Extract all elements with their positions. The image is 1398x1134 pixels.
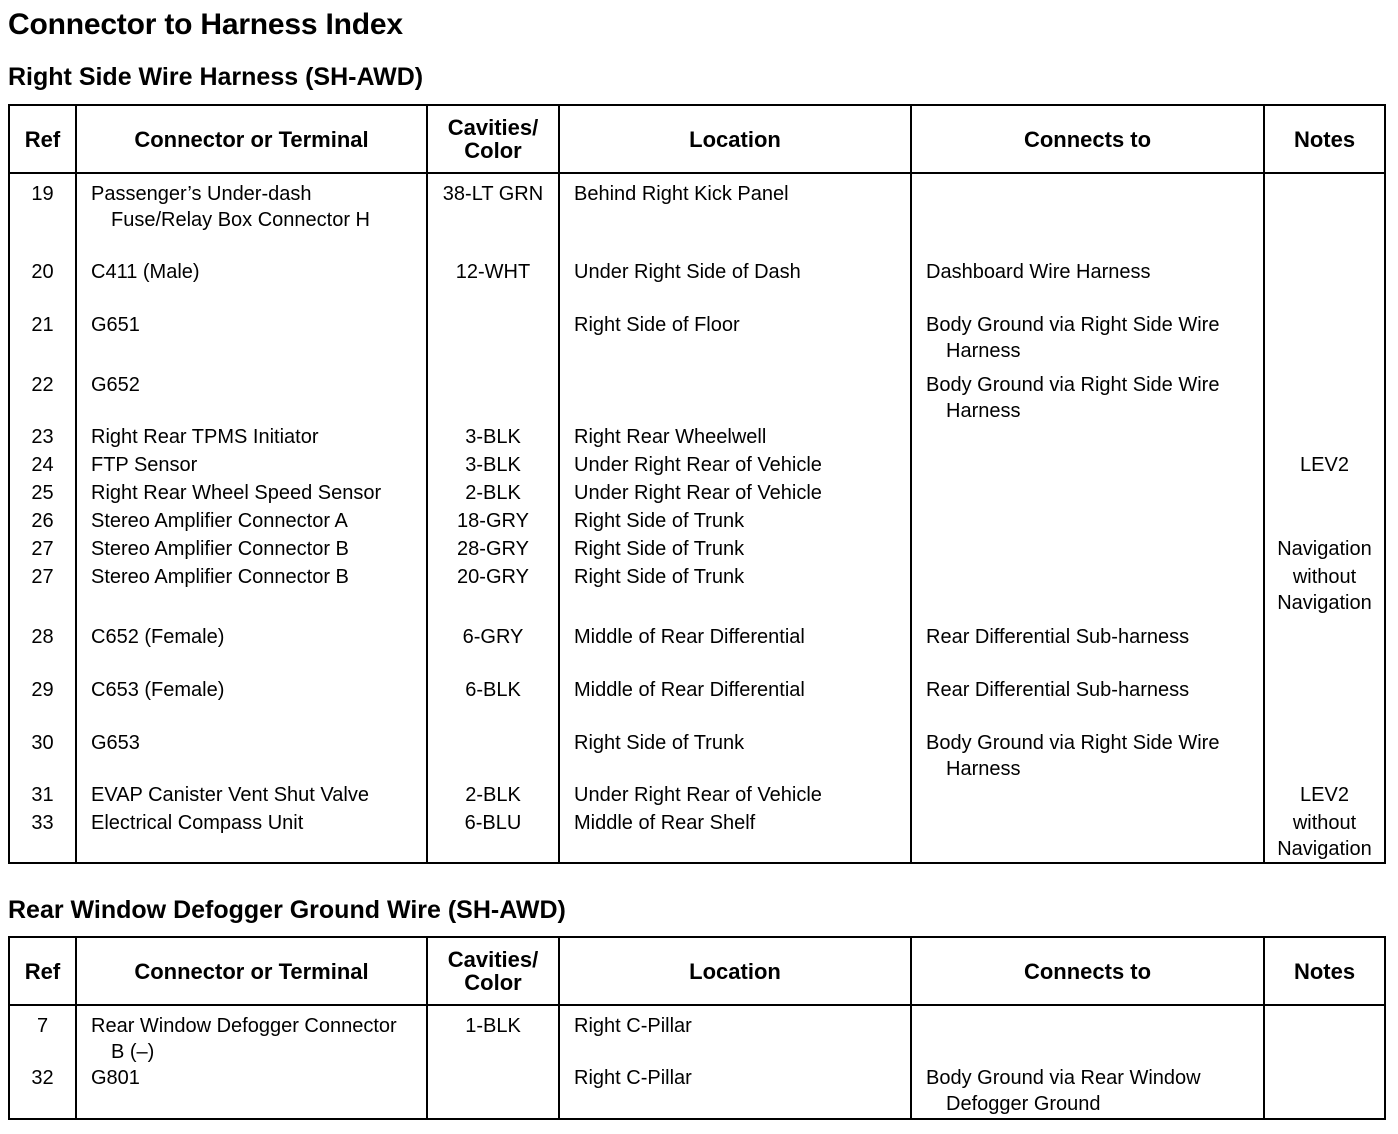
cell-connects-to	[911, 782, 1264, 810]
cell-connects-to	[911, 536, 1264, 564]
cell-ref: 32	[9, 1065, 76, 1119]
cell-cavities: 6-BLU	[427, 810, 559, 863]
cell-connects-to: Body Ground via Right Side Wire Harness	[911, 304, 1264, 364]
cell-notes: LEV2	[1264, 782, 1385, 810]
cell-ref: 24	[9, 452, 76, 480]
cell-notes	[1264, 480, 1385, 508]
cell-location: Under Right Rear of Vehicle	[559, 452, 911, 480]
table-row	[9, 173, 1385, 251]
cell-cavities: 20-GRY	[427, 564, 559, 616]
header-location: Location	[559, 937, 911, 1005]
table-row	[9, 1065, 1385, 1119]
cell-notes: without Navigation	[1264, 810, 1385, 863]
cell-notes	[1264, 1065, 1385, 1119]
cell-cavities: 1-BLK	[427, 1005, 559, 1065]
cell-notes	[1264, 364, 1385, 424]
cell-location: Right C-Pillar	[559, 1065, 911, 1119]
cell-cavities	[427, 304, 559, 364]
cell-ref: 22	[9, 364, 76, 424]
cell-cavities: 2-BLK	[427, 480, 559, 508]
header-ref: Ref	[9, 937, 76, 1005]
header-cavities: Cavities/ Color	[427, 937, 559, 1005]
cell-location: Under Right Side of Dash	[559, 251, 911, 304]
header-ref: Ref	[9, 105, 76, 173]
cell-notes: without Navigation	[1264, 564, 1385, 616]
table-row	[9, 810, 1385, 863]
cell-notes	[1264, 616, 1385, 669]
cell-ref: 27	[9, 564, 76, 616]
cell-notes	[1264, 304, 1385, 364]
cell-notes	[1264, 508, 1385, 536]
cell-ref: 33	[9, 810, 76, 863]
cell-ref: 31	[9, 782, 76, 810]
cell-location: Right Side of Trunk	[559, 508, 911, 536]
cell-cavities: 6-BLK	[427, 669, 559, 722]
page-title: Connector to Harness Index	[8, 8, 403, 41]
cell-cavities	[427, 722, 559, 782]
cell-connects-to	[911, 424, 1264, 452]
cell-cavities	[427, 364, 559, 424]
cell-ref: 29	[9, 669, 76, 722]
table-row	[9, 424, 1385, 452]
header-connects-to: Connects to	[911, 105, 1264, 173]
cell-connector: Stereo Amplifier Connector B	[76, 564, 427, 616]
cell-connector: EVAP Canister Vent Shut Valve	[76, 782, 427, 810]
cell-connector: G801	[76, 1065, 427, 1119]
cell-notes	[1264, 722, 1385, 782]
cell-location: Right Rear Wheelwell	[559, 424, 911, 452]
cell-connector: Electrical Compass Unit	[76, 810, 427, 863]
cell-ref: 30	[9, 722, 76, 782]
table-row	[9, 1005, 1385, 1065]
cell-cavities: 12-WHT	[427, 251, 559, 304]
cell-connects-to: Rear Differential Sub-harness	[911, 616, 1264, 669]
cell-ref: 27	[9, 536, 76, 564]
cell-cavities: 6-GRY	[427, 616, 559, 669]
cell-connector: Passenger’s Under-dash Fuse/Relay Box Connector H	[76, 173, 427, 251]
cell-ref: 20	[9, 251, 76, 304]
cell-connects-to	[911, 173, 1264, 251]
cell-notes: Navigation	[1264, 536, 1385, 564]
table-row	[9, 564, 1385, 616]
cell-connects-to: Body Ground via Right Side Wire Harness	[911, 722, 1264, 782]
cell-location: Behind Right Kick Panel	[559, 173, 911, 251]
table-row	[9, 669, 1385, 722]
cell-location: Middle of Rear Differential	[559, 616, 911, 669]
table-row	[9, 251, 1385, 304]
cell-notes	[1264, 173, 1385, 251]
header-location: Location	[559, 105, 911, 173]
cell-connects-to: Rear Differential Sub-harness	[911, 669, 1264, 722]
header-connects-to: Connects to	[911, 937, 1264, 1005]
table-row	[9, 364, 1385, 424]
cell-cavities	[427, 1065, 559, 1119]
cell-location: Right Side of Floor	[559, 304, 911, 364]
cell-connector: G651	[76, 304, 427, 364]
cell-connector: C411 (Male)	[76, 251, 427, 304]
cell-connector: G652	[76, 364, 427, 424]
table-header-row	[9, 105, 1385, 173]
cell-notes: LEV2	[1264, 452, 1385, 480]
section-title-right-side-harness: Right Side Wire Harness (SH-AWD)	[8, 63, 424, 91]
cell-ref: 19	[9, 173, 76, 251]
cell-notes	[1264, 424, 1385, 452]
cell-connector: G653	[76, 722, 427, 782]
cell-connector: Rear Window Defogger Connector B (–)	[76, 1005, 427, 1065]
header-connector: Connector or Terminal	[76, 105, 427, 173]
cell-connector: C652 (Female)	[76, 616, 427, 669]
cell-connects-to	[911, 452, 1264, 480]
cell-connects-to	[911, 508, 1264, 536]
cell-cavities: 18-GRY	[427, 508, 559, 536]
cell-location: Middle of Rear Differential	[559, 669, 911, 722]
cell-ref: 7	[9, 1005, 76, 1065]
cell-cavities: 2-BLK	[427, 782, 559, 810]
cell-connects-to: Body Ground via Rear Window Defogger Ground	[911, 1065, 1264, 1119]
table-row	[9, 304, 1385, 364]
cell-ref: 26	[9, 508, 76, 536]
cell-location: Middle of Rear Shelf	[559, 810, 911, 863]
cell-connects-to: Body Ground via Right Side Wire Harness	[911, 364, 1264, 424]
section-title-rear-defogger: Rear Window Defogger Ground Wire (SH-AWD)	[8, 896, 566, 924]
cell-connector: C653 (Female)	[76, 669, 427, 722]
cell-connects-to	[911, 564, 1264, 616]
table-row	[9, 480, 1385, 508]
cell-location: Under Right Rear of Vehicle	[559, 480, 911, 508]
cell-connects-to	[911, 810, 1264, 863]
cell-notes	[1264, 251, 1385, 304]
cell-location: Right Side of Trunk	[559, 536, 911, 564]
cell-location: Right Side of Trunk	[559, 722, 911, 782]
table-row	[9, 616, 1385, 669]
table-row	[9, 782, 1385, 810]
cell-cavities: 28-GRY	[427, 536, 559, 564]
cell-cavities: 3-BLK	[427, 424, 559, 452]
cell-cavities: 38-LT GRN	[427, 173, 559, 251]
cell-connector: FTP Sensor	[76, 452, 427, 480]
header-notes: Notes	[1264, 937, 1385, 1005]
cell-connects-to	[911, 480, 1264, 508]
cell-connects-to: Dashboard Wire Harness	[911, 251, 1264, 304]
cell-connector: Right Rear TPMS Initiator	[76, 424, 427, 452]
cell-notes	[1264, 1005, 1385, 1065]
header-cavities: Cavities/ Color	[427, 105, 559, 173]
cell-ref: 23	[9, 424, 76, 452]
cell-ref: 25	[9, 480, 76, 508]
header-notes: Notes	[1264, 105, 1385, 173]
table-row	[9, 452, 1385, 480]
cell-connector: Stereo Amplifier Connector B	[76, 536, 427, 564]
cell-notes	[1264, 669, 1385, 722]
cell-location	[559, 364, 911, 424]
table-row	[9, 722, 1385, 782]
cell-cavities: 3-BLK	[427, 452, 559, 480]
cell-ref: 21	[9, 304, 76, 364]
cell-location: Right Side of Trunk	[559, 564, 911, 616]
table-row	[9, 508, 1385, 536]
cell-connects-to	[911, 1005, 1264, 1065]
cell-location: Under Right Rear of Vehicle	[559, 782, 911, 810]
header-connector: Connector or Terminal	[76, 937, 427, 1005]
harness-table-right-side	[8, 104, 1386, 864]
cell-ref: 28	[9, 616, 76, 669]
table-row	[9, 536, 1385, 564]
harness-table-rear-defogger	[8, 936, 1386, 1120]
cell-connector: Right Rear Wheel Speed Sensor	[76, 480, 427, 508]
cell-location: Right C-Pillar	[559, 1005, 911, 1065]
table-header-row	[9, 937, 1385, 1005]
cell-connector: Stereo Amplifier Connector A	[76, 508, 427, 536]
